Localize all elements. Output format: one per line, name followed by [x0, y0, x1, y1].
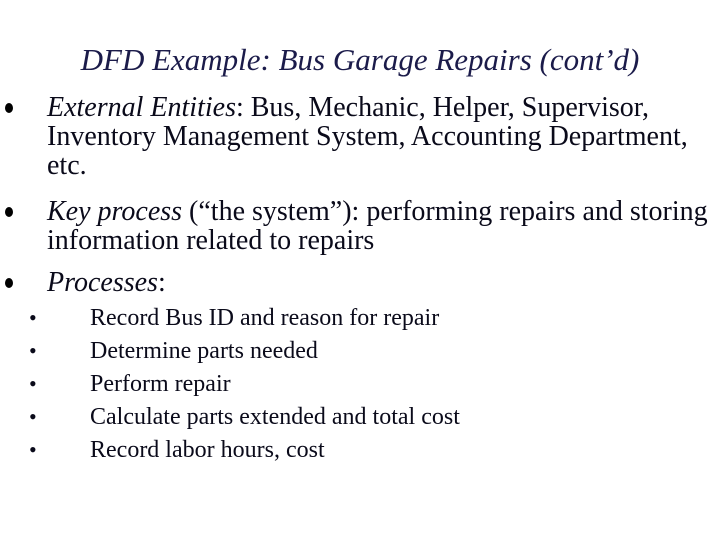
bullet-lead-term: External Entities: [47, 92, 236, 123]
bullet-text: : Bus, Mechanic, Helper, Supervisor, Inventory Management System, Accounting Department, etc.: [47, 92, 688, 181]
dot-bullet-icon: •: [29, 404, 37, 429]
bullet-key-process: [47, 197, 712, 255]
process-item: [29, 402, 690, 432]
bullet-lead-term: Key process: [47, 196, 183, 227]
bullet-processes: [47, 268, 712, 297]
dot-bullet-icon: •: [29, 338, 37, 363]
process-item-text: Calculate parts extended and total cost: [90, 404, 460, 430]
process-item: [29, 369, 690, 399]
round-bullet-icon: [5, 278, 13, 288]
round-bullet-icon: [5, 207, 13, 217]
bullet-text: (“the system”): performing repairs and storing information related to repairs: [47, 196, 708, 256]
process-item: [29, 303, 690, 333]
process-item-text: Perform repair: [90, 371, 231, 397]
slide-title: DFD Example: Bus Garage Repairs (cont’d): [80, 42, 640, 77]
dot-bullet-icon: •: [29, 437, 37, 462]
process-item-text: Determine parts needed: [90, 338, 318, 364]
round-bullet-icon: [5, 103, 13, 113]
process-item-text: Record labor hours, cost: [90, 437, 325, 463]
bullet-lead-term: Processes: [47, 267, 158, 298]
bullet-external-entities: [47, 93, 712, 180]
process-item-text: Record Bus ID and reason for repair: [90, 305, 440, 331]
process-item: [29, 435, 690, 465]
process-item: [29, 336, 690, 366]
dot-bullet-icon: •: [29, 371, 37, 396]
bullet-text: :: [157, 267, 166, 298]
dot-bullet-icon: •: [29, 305, 37, 330]
